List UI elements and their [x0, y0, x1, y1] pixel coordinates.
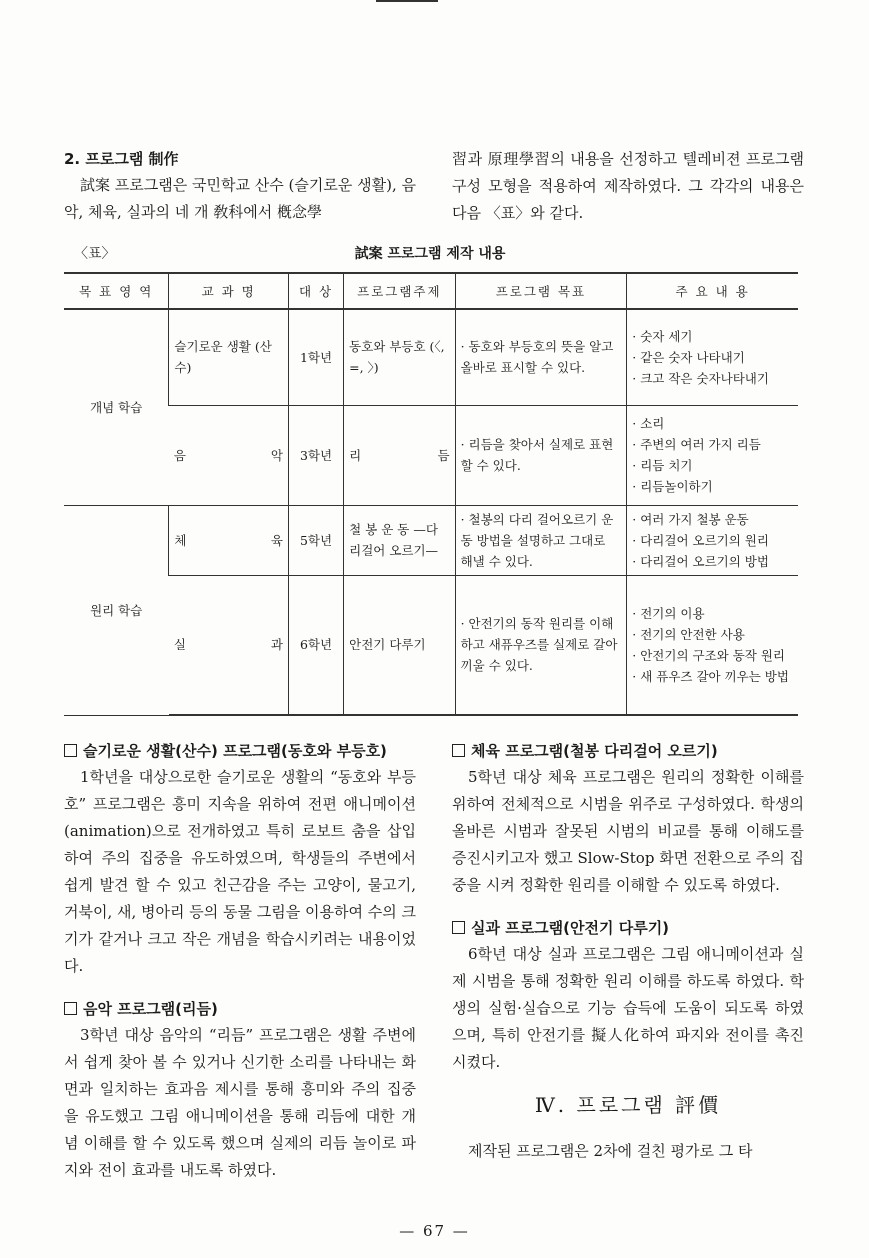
content-item: · 다리걸어 오르기의 원리 — [632, 530, 793, 551]
target-cell: 3학년 — [288, 405, 343, 505]
header-target: 대 상 — [288, 273, 343, 309]
target-cell: 5학년 — [288, 505, 343, 575]
theme-cell: 동호와 부등호 (〈, =, 〉) — [344, 309, 455, 405]
contents-cell — [627, 575, 798, 715]
content-item: · 주변의 여러 가지 리듬 — [632, 434, 793, 455]
program-table — [64, 272, 798, 716]
content-item: · 다리걸어 오르기의 방법 — [632, 551, 793, 572]
header-area: 목 표 영 역 — [64, 273, 169, 309]
section-body-arithmetic: 1학년을 대상으로한 슬기로운 생활의 “동호와 부등호” 프로그램은 흥미 지속을 위하여 전편 애니메이션(animation)으로 전개하였고 특히 로보트 춤을 삽입하여 주의 집중을 유도하였으며, 학생들의 주변에서 쉽게 발견 할 수 있고 친근감을 주는 고양이, 물고기, 거북이, 새, 병아리 등의 동물 그림을 이용하여 수의 크기가 같거나 크고 작은 개념을 학습시키려는 내용이었다. — [64, 768, 416, 975]
header-theme: 프로그램주제 — [344, 273, 455, 309]
content-item: · 리듬놀이하기 — [632, 476, 793, 497]
content-item: · 새 퓨우즈 갈아 끼우는 방법 — [632, 666, 793, 687]
section-heading-pe — [452, 738, 804, 764]
theme-char: 듬 — [437, 447, 450, 463]
section-heading-music — [64, 996, 416, 1022]
content-item: · 크고 작은 숫자나타내기 — [632, 368, 793, 389]
subject-char: 음 — [173, 447, 186, 463]
square-bullet-icon — [64, 1002, 77, 1015]
table-title: 試案 프로그램 제작 내용 — [354, 246, 506, 262]
contents-cell — [627, 309, 798, 405]
subject-cell: 슬기로운 생활 (산수) — [169, 309, 288, 405]
page-number: — 67 — — [399, 1222, 470, 1240]
goal-cell: · 리듬을 찾아서 실제로 표현할 수 있다. — [455, 405, 627, 505]
intro-paragraph-right: 習과 原理學習의 내용을 선정하고 텔레비젼 프로그램 구성 모형을 적용하여 제작하였다. 그 각각의 내용은 다음 〈표〉와 같다. — [452, 150, 804, 222]
subject-cell — [169, 405, 288, 505]
table-row — [64, 405, 798, 505]
header-contents: 주 요 내 용 — [627, 273, 798, 309]
theme-char: 리 — [349, 447, 362, 463]
section-body-music: 3학년 대상 음악의 “리듬” 프로그램은 생활 주변에서 쉽게 찾아 볼 수 있거나 신기한 소리를 나타내는 화면과 일치하는 효과음 제시를 통해 흥미와 주의 집중을 유도했고 그림 애니메이션을 통해 리듬에 대한 개념 이해를 할 수 있도록 했으며 실제의 리듬 놀이로 파지와 전이 효과를 내도록 하였다. — [64, 1026, 416, 1179]
subject-cell — [169, 575, 288, 715]
section-heading-practical — [452, 915, 804, 941]
theme-cell: 철 봉 운 동 —다리걸어 오르기— — [344, 505, 455, 575]
subject-char: 과 — [270, 637, 283, 653]
area-cell-principle: 원리 학습 — [64, 505, 169, 715]
goal-cell: · 철봉의 다리 걸어오르기 운동 방법을 설명하고 그대로 해낼 수 있다. — [455, 505, 627, 575]
table-row — [64, 309, 798, 405]
section-heading-text: 슬기로운 생활(산수) 프로그램(동호와 부등호) — [83, 742, 387, 760]
target-cell: 6학년 — [288, 575, 343, 715]
subject-char: 실 — [173, 637, 186, 653]
header-subject: 교 과 명 — [169, 273, 288, 309]
theme-cell — [344, 405, 455, 505]
goal-cell: · 동호와 부등호의 뜻을 알고 올바로 표시할 수 있다. — [455, 309, 627, 405]
subject-char: 육 — [270, 532, 283, 548]
theme-cell: 안전기 다루기 — [344, 575, 455, 715]
lower-right-column — [452, 738, 804, 1165]
intro-left-column — [64, 146, 416, 226]
square-bullet-icon — [64, 744, 77, 757]
table-label: 〈표〉 — [74, 246, 116, 262]
contents-cell — [627, 505, 798, 575]
content-item: · 전기의 이용 — [632, 603, 793, 624]
content-item: · 소리 — [632, 413, 793, 434]
chapter-body: 제작된 프로그램은 2차에 걸친 평가로 그 타 — [468, 1142, 753, 1160]
subject-char: 악 — [270, 447, 283, 463]
top-rule — [376, 0, 438, 2]
section-heading-arithmetic — [64, 738, 416, 764]
square-bullet-icon — [452, 921, 465, 934]
chapter-heading: Ⅳ. 프로그램 評價 — [534, 1093, 722, 1117]
contents-cell — [627, 405, 798, 505]
area-cell-concept: 개념 학습 — [64, 309, 169, 505]
section-heading-text: 음악 프로그램(리듬) — [83, 1000, 218, 1018]
content-item: · 리듬 치기 — [632, 455, 793, 476]
target-cell: 1학년 — [288, 309, 343, 405]
content-item: · 안전기의 구조와 동작 원리 — [632, 645, 793, 666]
section-body-practical: 6학년 대상 실과 프로그램은 그림 애니메이션과 실제 시범을 통해 정확한 원리 이해를 하도록 하였다. 학생의 실험·실습으로 기능 습득에 도움이 되도록 하였으며, 특히 안전기를 擬人化하여 파지와 전이를 촉진시켰다. — [452, 945, 804, 1071]
goal-cell: · 안전기의 동작 원리를 이해하고 새퓨우즈를 실제로 갈아 끼울 수 있다. — [455, 575, 627, 715]
lower-left-column — [64, 738, 416, 1184]
content-item: · 같은 숫자 나타내기 — [632, 347, 793, 368]
intro-paragraph-left: 試案 프로그램은 국민학교 산수 (슬기로운 생활), 음악, 체육, 실과의 네 개 敎科에서 槪念學 — [64, 176, 416, 221]
content-item: · 전기의 안전한 사용 — [632, 624, 793, 645]
subject-cell — [169, 505, 288, 575]
section-heading: 2. 프로그램 制作 — [64, 150, 179, 168]
section-heading-text: 체육 프로그램(철봉 다리걸어 오르기) — [471, 742, 718, 760]
section-heading-text: 실과 프로그램(안전기 다루기) — [471, 919, 670, 937]
table-header-row — [64, 273, 798, 309]
table-row — [64, 575, 798, 715]
table-row — [64, 505, 798, 575]
square-bullet-icon — [452, 744, 465, 757]
subject-char: 체 — [174, 532, 187, 548]
header-goal: 프로그램 목표 — [455, 273, 627, 309]
content-item: · 숫자 세기 — [632, 326, 793, 347]
section-body-pe: 5학년 대상 체육 프로그램은 원리의 정확한 이해를 위하여 전체적으로 시범을 위주로 구성하였다. 학생의 올바른 시범과 잘못된 시범의 비교를 통해 이해도를 증진시키고자 했고 Slow-Stop 화면 전환으로 주의 집중을 시켜 정확한 원리를 이해할 수 있도록 하였다. — [452, 768, 804, 894]
content-item: · 여러 가지 철봉 운동 — [632, 509, 793, 530]
intro-right-column — [452, 146, 804, 227]
